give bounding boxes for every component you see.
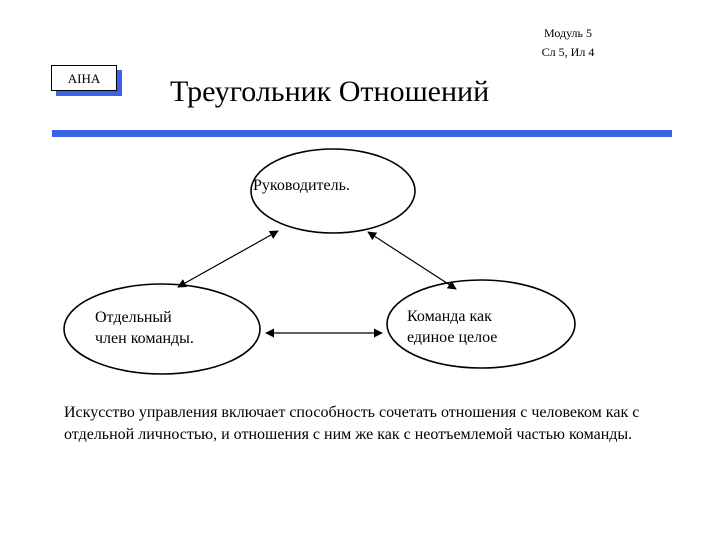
member-label-line2: член команды.	[95, 330, 194, 347]
page-title: Треугольник Отношений	[170, 75, 490, 108]
leader-label-line1: Руководитель.	[253, 177, 350, 194]
team-label-line2: единое целое	[407, 329, 498, 346]
team-label	[407, 306, 497, 348]
team-label-line1: Команда как	[407, 308, 492, 325]
member-label	[95, 307, 194, 349]
module-number: Модуль 5	[543, 26, 593, 40]
leader-label	[253, 175, 350, 196]
slide-reference: Сл 5, Ил 4	[541, 45, 595, 59]
logo-text: AIHA	[67, 70, 101, 86]
member-label-line1: Отдельный	[95, 309, 172, 326]
caption-text: Искусство управления включает способность сочетать отношения с человеком как с отдельной личностью, и отношения с ним же как с неотъемлемой частью команды.	[64, 404, 640, 443]
arrow-leader-team	[368, 232, 456, 289]
arrow-leader-member	[178, 231, 278, 287]
